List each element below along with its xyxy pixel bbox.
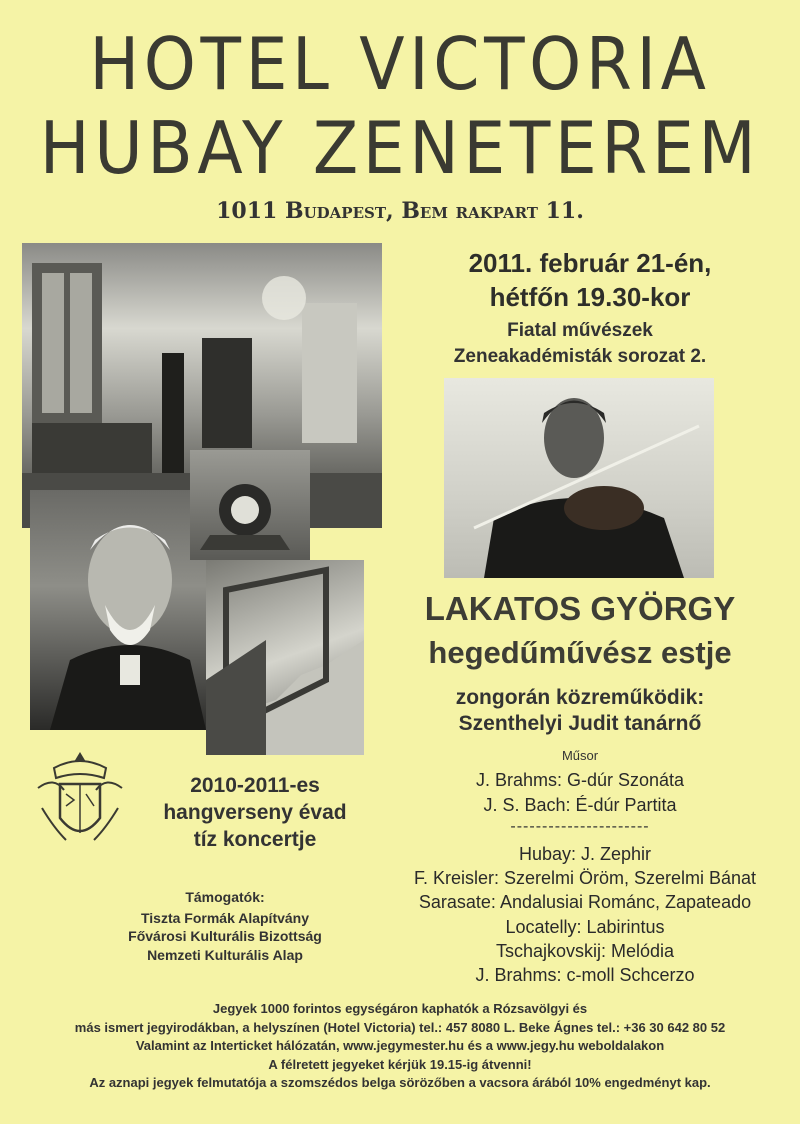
program-item: Sarasate: Andalusiai Románc, Zapateado — [418, 892, 752, 913]
program-part-1 — [420, 768, 740, 818]
address: 1011 Budapest, Bem rakpart 11. — [216, 198, 584, 224]
venue-title: HOTEL VICTORIA — [89, 22, 711, 106]
program-heading: Műsor — [561, 748, 599, 763]
series-block — [420, 318, 740, 370]
sponsors-heading: Támogatók: — [185, 889, 265, 905]
season-line-3: tíz koncertje — [193, 828, 317, 851]
performer-name: LAKATOS GYÖRGY — [424, 590, 736, 627]
program-part-2 — [390, 842, 780, 987]
footer-line-3: Valamint az Interticket hálózatán, www.jegymester.hu és a www.jegy.hu weboldalakon — [135, 1038, 665, 1053]
program-item: F. Kreisler: Szerelmi Öröm, Szerelmi Bánat — [413, 868, 757, 889]
portrait-photo — [30, 490, 206, 730]
program-item: J. Brahms: G-dúr Szonáta — [475, 770, 685, 790]
event-date: 2011. február 21-én, — [468, 248, 712, 278]
program-separator: ---------------------- — [510, 818, 650, 835]
series-line-2: Zeneakadémisták sorozat 2. — [453, 346, 707, 367]
program-item: J. Brahms: c-moll Schcerzo — [475, 965, 695, 986]
accompanist-block — [410, 685, 750, 737]
sponsors-block — [75, 888, 375, 964]
season-line-2: hangverseny évad — [163, 801, 347, 824]
footer-ticket-info — [20, 1000, 780, 1093]
sponsor-item: Fővárosi Kulturális Bizottság — [128, 928, 322, 944]
footer-line-1: Jegyek 1000 forintos egységáron kaphatók a Rózsavölgyi és — [212, 1001, 588, 1016]
accompanist-line-1: zongorán közreműködik: — [455, 686, 705, 709]
program-item: J. S. Bach: É-dúr Partita — [483, 795, 677, 815]
program-item: Hubay: J. Zephir — [518, 844, 652, 864]
program-item: Tschajkovskij: Melódia — [495, 940, 675, 961]
staircase-photo — [206, 560, 364, 755]
program-item: Locatelly: Labirintus — [505, 916, 665, 937]
staircase-illustration — [206, 560, 364, 755]
footer-line-5: Az aznapi jegyek felmutatója a szomszédos belga sörözőben a vacsora árából 10% engedményt kap. — [89, 1075, 711, 1090]
footer-line-2: más ismert jegyirodákban, a helyszínen (Hotel Victoria) tel.: 457 8080 L. Beke Ágnes tel.: +36 30 642 80 52 — [74, 1019, 726, 1035]
coat-of-arms-icon — [34, 748, 126, 848]
series-line-1: Fiatal művészek — [507, 320, 653, 341]
footer-line-4: A félretett jegyeket kérjük 19.15-ig átvenni! — [268, 1056, 532, 1072]
portrait-illustration — [30, 490, 206, 730]
clock-photo — [190, 450, 310, 560]
violinist-photo — [444, 378, 714, 578]
sponsor-item: Tiszta Formák Alapítvány — [140, 909, 310, 926]
performer-subtitle: hegedűművész estje — [428, 635, 732, 670]
clock-illustration — [190, 450, 310, 560]
coat-of-arms-logo — [34, 748, 126, 848]
season-line-1: 2010-2011-es — [190, 774, 320, 797]
event-time: hétfőn 19.30-kor — [489, 282, 691, 312]
accompanist-line-2: Szenthelyi Judit tanárnő — [458, 712, 702, 735]
violinist-illustration — [444, 378, 714, 578]
season-block — [130, 772, 380, 853]
sponsor-item: Nemzeti Kulturális Alap — [147, 946, 303, 963]
event-date-block — [400, 246, 780, 314]
hall-title: HUBAY ZENETEREM — [39, 106, 761, 190]
